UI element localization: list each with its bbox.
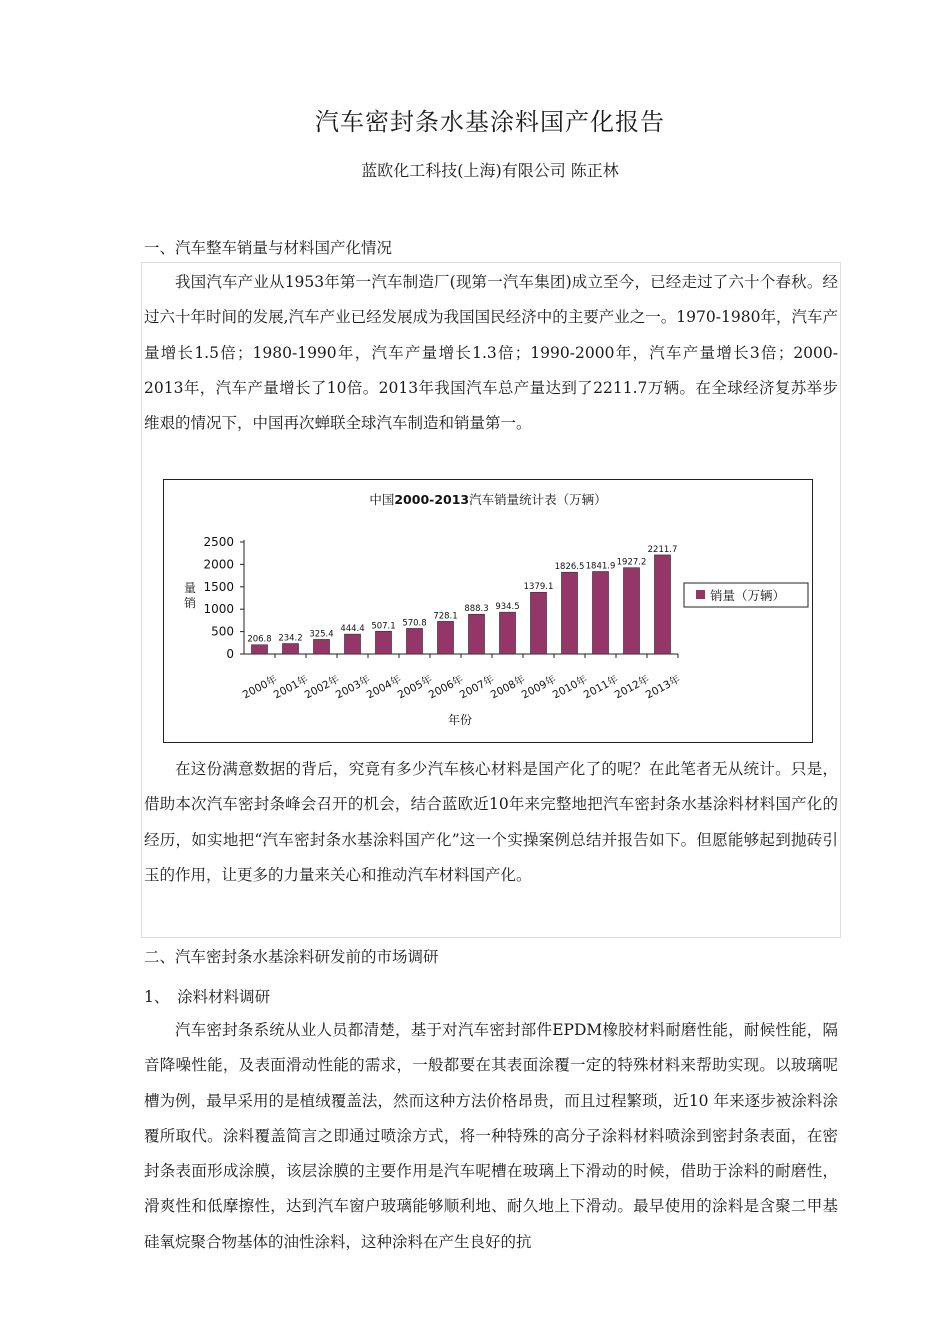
data-label: 728.1 (433, 611, 458, 622)
bar (654, 555, 670, 654)
bar (530, 592, 546, 654)
x-tick-label: 2001年 (271, 673, 311, 702)
data-label: 1927.2 (616, 557, 647, 568)
x-axis-label: 年份 (447, 713, 473, 727)
y-axis-label-char: 销 (183, 596, 197, 610)
paragraph: 汽车密封条系统从业人员都清楚，基于对汽车密封部件EPDM橡胶材料耐磨性能，耐候性能，隔音降噪性能，及表面滑动性能的需求，一般都要在其表面涂覆一定的特殊材料来帮助实现。以玻璃呢槽为例，最早采用的是植绒覆盖法，然而这种方法价格昂贵，而且过程繁琐，近10 年来逐步被涂料涂覆所取代。涂料覆盖简言之即通过喷涂方式，将一种特殊的高分子涂料材料喷涂到密封条表面，在密封条表面形成涂膜，该层涂膜的主要作用是汽车呢槽在玻璃上下滑动的时候，借助于涂料的耐磨性，滑爽性和低摩擦性，达到汽车窗户玻璃能够顺利地、耐久地上下滑动。最早使用的涂料是含聚二甲基硅氧烷聚合物基体的油性涂料，这种涂料在产生良好的抗 (144, 1021, 838, 1251)
chart-legend (684, 583, 808, 607)
chart-title-prefix: 中国 (369, 492, 395, 507)
x-tick-label: 2008年 (488, 673, 528, 702)
data-label: 507.1 (371, 621, 396, 632)
y-tick-label: 0 (226, 647, 234, 661)
document-title: 汽车密封条水基涂料国产化报告 (315, 108, 665, 136)
bar (344, 634, 360, 654)
bar (561, 572, 577, 654)
y-tick-label: 1000 (203, 602, 234, 617)
bar (468, 614, 484, 654)
data-label: 570.8 (402, 618, 427, 629)
bar (251, 645, 267, 654)
bar (375, 631, 391, 654)
x-tick-label: 2005年 (395, 673, 435, 702)
data-label: 234.2 (278, 633, 303, 644)
x-tick-label: 2010年 (550, 673, 590, 702)
data-label: 444.4 (340, 624, 365, 635)
chart-title (369, 492, 606, 507)
x-tick-label: 2004年 (364, 673, 404, 702)
data-label: 206.8 (247, 634, 272, 645)
bar (592, 571, 608, 654)
bar (282, 644, 298, 654)
data-label: 1826.5 (554, 562, 585, 573)
data-label: 934.5 (495, 602, 520, 613)
bar (313, 639, 329, 654)
chart-canvas (164, 480, 812, 742)
x-tick-label: 2000年 (240, 673, 280, 702)
section-heading: 一、汽车整车销量与材料国产化情况 (144, 239, 393, 257)
data-label: 888.3 (464, 604, 489, 615)
y-tick-label: 2500 (203, 535, 234, 549)
bar (623, 568, 639, 654)
data-label: 1379.1 (523, 582, 554, 593)
document-author: 蓝欧化工科技(上海)有限公司 陈正林 (361, 161, 619, 180)
data-label: 1841.9 (585, 561, 616, 572)
bar (406, 628, 422, 654)
x-tick-label: 2002年 (302, 673, 342, 702)
y-axis-label-char: 量 (183, 581, 197, 595)
x-tick-label: 2011年 (581, 673, 621, 702)
legend-label: 销量（万辆） (710, 588, 786, 603)
x-tick-label: 2006年 (426, 673, 466, 702)
chart-title-years: 2000-2013 (394, 492, 470, 507)
x-tick-label: 2007年 (457, 673, 497, 702)
y-tick-label: 2000 (203, 557, 234, 572)
bar (437, 621, 453, 654)
chart-bars (247, 545, 677, 654)
x-tick-label: 2012年 (612, 673, 652, 702)
chart-title-suffix: 汽车销量统计表（万辆） (469, 492, 607, 507)
paragraph: 我国汽车产业从1953年第一汽车制造厂(现第一汽车集团)成立至今，已经走过了六十个春秋。经过六十年时间的发展,汽车产业已经发展成为我国国民经济中的主要产业之一。1970-1980年，汽车产量增长1.5倍；1980-1990年，汽车产量增长1.3倍；1990-2000年，汽车产量增长3倍；2000-2013年，汽车产量增长了10倍。2013年我国汽车总产量达到了2211.7万辆。在全球经济复苏举步维艰的情况下，中国再次蝉联全球汽车制造和销量第一。 (144, 273, 838, 433)
y-tick-label: 1500 (203, 579, 234, 594)
legend-swatch (696, 590, 705, 599)
y-tick-label: 500 (211, 624, 234, 639)
subsection-heading: 1、 涂料材料调研 (144, 988, 271, 1006)
section-heading: 二、汽车密封条水基涂料研发前的市场调研 (144, 948, 439, 966)
data-label: 325.4 (309, 629, 334, 640)
data-label: 2211.7 (647, 544, 678, 555)
x-tick-label: 2009年 (519, 673, 559, 702)
x-tick-label: 2003年 (333, 673, 373, 702)
paragraph: 在这份满意数据的背后，究竟有多少汽车核心材料是国产化了的呢？在此笔者无从统计。只是，借助本次汽车密封条峰会召开的机会，结合蓝欧近10年来完整地把汽车密封条水基涂料材料国产化的经历，如实地把“汽车密封条水基涂料国产化”这一个实操案例总结并报告如下。但愿能够起到抛砖引玉的作用，让更多的力量来关心和推动汽车材料国产化。 (144, 760, 838, 884)
sales-chart (163, 479, 813, 743)
x-tick-label: 2013年 (643, 673, 683, 702)
y-axis-label (184, 581, 196, 610)
bar (499, 612, 515, 654)
